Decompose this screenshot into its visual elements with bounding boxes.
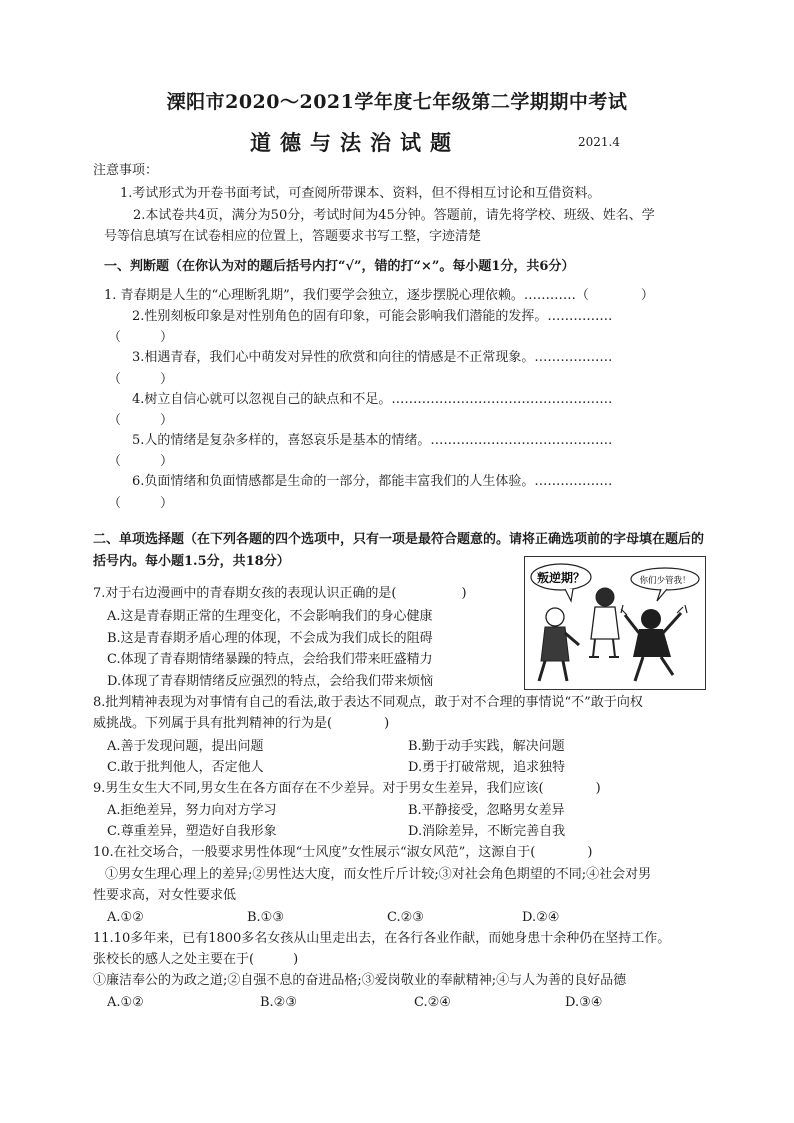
girl-head <box>641 609 661 629</box>
q10-items-a: ①男女生理心理上的差异;②男性达大度，而女性斤斤计较;③对社会角色期望的不同;④社会对男 <box>105 867 652 882</box>
notice-item-2b: 号等信息填写在试卷相应的位置上，答题要求书写工整，字迹清楚 <box>104 229 482 244</box>
q11-stem-a: 11.10多年来，已有1800多名女孩从山里走出去，在各行各业作献，而她身患十余种仍在坚持工作。 <box>93 931 671 946</box>
judge-question-3: 3.相遇青春，我们心中萌发对异性的欣赏和向往的情感是不正常现象。……………… <box>132 350 613 365</box>
q9-option-d[interactable]: D.消除差异，不断完善自我 <box>408 824 566 839</box>
q8-option-c[interactable]: C.敢于批判他人，否定他人 <box>107 760 264 775</box>
comic-bubble-right-text: 你们少管我！ <box>639 576 691 586</box>
q9-option-b[interactable]: B.平静接受，忽略男女差异 <box>408 803 565 818</box>
q10-option-a[interactable]: A.①② <box>107 910 144 925</box>
judge-question-5: 5.人的情绪是复杂多样的，喜怒哀乐是基本的情绪。…………………………………… <box>132 433 613 448</box>
q10-option-c[interactable]: C.②③ <box>387 910 424 925</box>
judge-question-6: 6.负面情绪和负面情感都是生命的一部分，都能丰富我们的人生体验。……………… <box>132 474 613 489</box>
q8-stem-b: 威挑战。下列属于具有批判精神的行为是( ) <box>93 716 390 731</box>
comic-illustration <box>524 556 706 690</box>
q9-stem: 9.男生女生大不同,男女生在各方面存在不少差异。对于男女生差异，我们应该( ) <box>93 781 601 796</box>
section2-heading-b: 括号内。每小题1.5分，共18分） <box>93 554 290 569</box>
q7-option-a[interactable]: A.这是青春期正常的生理变化，不会影响我们的身心健康 <box>107 609 433 624</box>
judge-question-1: 1. 青春期是人生的“心理断乳期”，我们要学会独立，逐步摆脱心理依赖。…………（ ） <box>104 288 654 303</box>
answer-blank-3[interactable]: （ ） <box>108 372 174 387</box>
q11-stem-b: 张校长的感人之处主要在于( ) <box>93 952 299 967</box>
answer-blank-6[interactable]: （ ） <box>108 496 174 511</box>
comic-bubble-left-text: 叛逆期？ <box>536 571 586 585</box>
father-head <box>546 608 564 626</box>
answer-blank-5[interactable]: （ ） <box>108 454 174 469</box>
q10-option-d[interactable]: D.②④ <box>522 910 560 925</box>
q11-items: ①廉洁奉公的为政之道;②自强不息的奋进品格;③爱岗敬业的奉献精神;④与人为善的良好品德 <box>93 973 627 988</box>
q10-option-b[interactable]: B.①③ <box>247 910 284 925</box>
q9-option-a[interactable]: A.拒绝差异，努力向对方学习 <box>107 803 277 818</box>
q8-option-b[interactable]: B.勤于动手实践，解决问题 <box>408 739 565 754</box>
q10-items-b: 性要求高，对女性要求低 <box>93 888 237 903</box>
q10-stem: 10.在社交场合，一般要求男性体现“士风度”女性展示“淑女风范”，这源自于( ) <box>93 845 593 860</box>
q11-option-a[interactable]: A.①② <box>107 995 144 1010</box>
q11-option-c[interactable]: C.②④ <box>414 995 451 1010</box>
q7-stem: 7.对于右边漫画中的青春期女孩的表现认识正确的是( ) <box>93 586 467 601</box>
q8-stem-a: 8.批判精神表现为对事情有自己的看法,敢于表达不同观点，敢于对不合理的事情说“不”敢于向权 <box>93 695 643 710</box>
father-body <box>541 627 569 661</box>
comic-drawing <box>525 557 705 689</box>
answer-blank-2[interactable]: （ ） <box>108 330 174 345</box>
section1-heading: 一、判断题（在你认为对的题后括号内打“√”，错的打“×”。每小题1分，共6分） <box>104 259 575 274</box>
notice-item-1: 1.考试形式为开卷书面考试，可查阅所带课本、资料，但不得相互讨论和互借资料。 <box>120 186 601 201</box>
q8-option-a[interactable]: A.善于发现问题，提出问题 <box>107 739 264 754</box>
judge-question-2: 2.性别刻板印象是对性别角色的固有印象，可能会影响我们潜能的发挥。…………… <box>132 309 613 324</box>
q11-option-b[interactable]: B.②③ <box>260 995 297 1010</box>
notice-heading: 注意事项： <box>93 163 159 178</box>
q8-option-d[interactable]: D.勇于打破常规，追求独特 <box>408 760 566 775</box>
subject-title: 道德与法治试题 <box>250 130 460 155</box>
q11-option-d[interactable]: D.③④ <box>565 995 603 1010</box>
mother-body <box>591 607 619 639</box>
section2-heading-a: 二、单项选择题（在下列各题的四个选项中，只有一项是最符合题意的。请将正确选项前的字母填在题后的 <box>93 532 705 547</box>
notice-item-2a: 2.本试卷共4页，满分为50分，考试时间为45分钟。答题前，请先将学校、班级、姓名、学 <box>133 208 655 223</box>
q9-option-c[interactable]: C.尊重差异，塑造好自我形象 <box>107 824 277 839</box>
exam-title: 溧阳市2020～2021学年度七年级第二学期期中考试 <box>166 91 628 113</box>
q7-option-c[interactable]: C.体现了青春期情绪暴躁的特点，会给我们带来旺盛精力 <box>107 652 433 667</box>
answer-blank-4[interactable]: （ ） <box>108 413 174 428</box>
judge-question-4: 4.树立自信心就可以忽视自己的缺点和不足。…………………………………………… <box>132 392 613 407</box>
q7-option-b[interactable]: B.这是青春期矛盾心理的体现，不会成为我们成长的阻碍 <box>107 631 433 646</box>
q7-option-d[interactable]: D.体现了青春期情绪反应强烈的特点，会给我们带来烦恼 <box>107 674 434 689</box>
exam-date: 2021.4 <box>578 135 620 149</box>
mother-head <box>596 588 614 606</box>
